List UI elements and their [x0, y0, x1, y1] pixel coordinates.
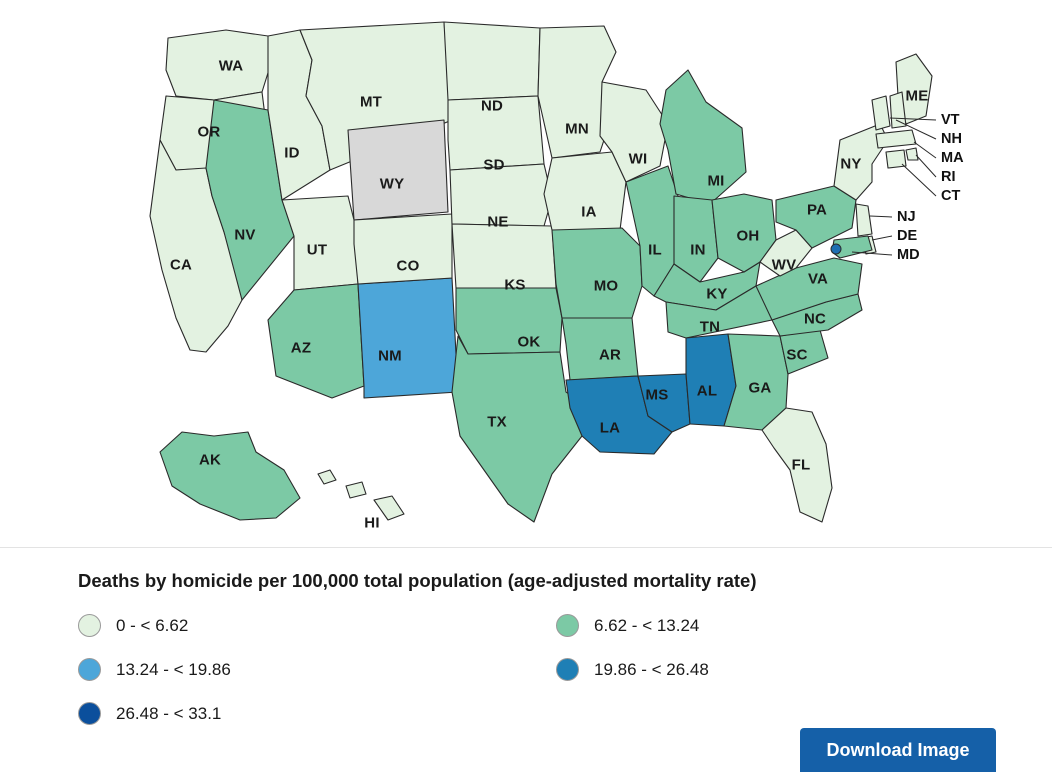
- state-label-ks: KS: [504, 276, 526, 294]
- state-label-ny: NY: [840, 155, 862, 173]
- state-label-wa: WA: [218, 57, 244, 75]
- state-label-sc: SC: [786, 346, 808, 364]
- legend-swatch-icon: [78, 614, 101, 637]
- state-label-id: ID: [284, 144, 300, 162]
- state-shape-vt[interactable]: [872, 96, 890, 130]
- state-label-or: OR: [197, 123, 221, 141]
- legend-label: 13.24 - < 19.86: [116, 659, 231, 679]
- download-image-button[interactable]: Download Image: [800, 728, 996, 772]
- state-label-wy: WY: [379, 175, 405, 193]
- state-shape-hi[interactable]: [318, 470, 404, 520]
- state-label-nv: NV: [234, 226, 256, 244]
- state-label-in: IN: [690, 241, 706, 259]
- state-label-mo: MO: [593, 277, 619, 295]
- state-label-la: LA: [599, 419, 621, 437]
- state-label-mt: MT: [359, 93, 383, 111]
- state-label-nc: NC: [803, 310, 827, 328]
- state-shape-ri[interactable]: [906, 148, 918, 160]
- state-label-nd: ND: [480, 97, 504, 115]
- legend-swatch-icon: [556, 614, 579, 637]
- state-label-hi: HI: [364, 514, 380, 532]
- state-label-wi: WI: [628, 150, 648, 168]
- callout-leader-line: [916, 155, 936, 177]
- state-label-ca: CA: [169, 256, 193, 274]
- state-shape-nd[interactable]: [444, 22, 540, 100]
- state-label-de: DE: [897, 228, 918, 244]
- state-label-oh: OH: [736, 227, 760, 245]
- legend-label: 0 - < 6.62: [116, 615, 189, 635]
- legend-item-list: [78, 614, 974, 725]
- callout-leader-line: [872, 236, 892, 240]
- state-label-ne: NE: [487, 213, 509, 231]
- state-label-sd: SD: [483, 156, 505, 174]
- state-shape-nm[interactable]: [358, 278, 458, 398]
- state-label-al: AL: [696, 382, 718, 400]
- state-label-ut: UT: [306, 241, 328, 259]
- state-label-mn: MN: [565, 120, 589, 138]
- state-label-ok: OK: [517, 333, 541, 351]
- dc-marker[interactable]: [831, 244, 842, 255]
- state-label-nh: NH: [941, 131, 962, 147]
- state-label-tn: TN: [699, 318, 721, 336]
- state-shape-wa[interactable]: [166, 30, 272, 100]
- legend-label: 26.48 - < 33.1: [116, 703, 222, 723]
- state-label-me: ME: [905, 87, 929, 105]
- state-label-mi: MI: [707, 172, 725, 190]
- legend-swatch-icon: [556, 658, 579, 681]
- state-label-il: IL: [648, 241, 662, 259]
- state-label-vt: VT: [941, 112, 960, 128]
- state-label-ma: MA: [941, 150, 964, 166]
- state-label-ar: AR: [598, 346, 622, 364]
- state-shape-co[interactable]: [354, 214, 452, 284]
- legend-swatch-icon: [78, 702, 101, 725]
- state-label-fl: FL: [791, 456, 811, 474]
- state-label-ia: IA: [581, 203, 597, 221]
- state-shape-wy[interactable]: [348, 120, 448, 220]
- state-label-ms: MS: [645, 386, 669, 404]
- state-shape-sd[interactable]: [448, 96, 544, 170]
- legend-swatch-icon: [78, 658, 101, 681]
- state-label-ak: AK: [198, 451, 222, 469]
- state-label-md: MD: [897, 247, 920, 263]
- state-label-wv: WV: [771, 256, 797, 274]
- state-label-ky: KY: [706, 285, 728, 303]
- state-label-nm: NM: [378, 347, 402, 365]
- legend-item[interactable]: [78, 702, 556, 725]
- legend-title: Deaths by homicide per 100,000 total population (age-adjusted mortality rate): [78, 570, 757, 591]
- legend-label: 19.86 - < 26.48: [594, 659, 709, 679]
- state-label-tx: TX: [487, 413, 507, 431]
- state-label-pa: PA: [806, 201, 828, 219]
- legend-label: 6.62 - < 13.24: [594, 615, 700, 635]
- callout-leader-line: [902, 164, 936, 196]
- state-shape-ar[interactable]: [562, 318, 638, 380]
- legend-item[interactable]: [556, 658, 1034, 681]
- state-shape-mo[interactable]: [552, 228, 642, 318]
- state-shape-ks[interactable]: [452, 224, 556, 288]
- legend-item[interactable]: [78, 614, 556, 637]
- state-shape-ia[interactable]: [544, 152, 626, 230]
- state-shape-ut[interactable]: [282, 196, 358, 290]
- state-shape-fl[interactable]: [762, 408, 832, 522]
- state-shape-ak[interactable]: [160, 432, 300, 520]
- state-label-ri: RI: [941, 169, 956, 185]
- legend-item[interactable]: [556, 614, 1034, 637]
- state-label-nj: NJ: [897, 209, 916, 225]
- state-shape-az[interactable]: [268, 284, 364, 398]
- callout-leader-line: [870, 216, 892, 217]
- state-label-ga: GA: [748, 379, 772, 397]
- state-label-ct: CT: [941, 188, 961, 204]
- state-label-az: AZ: [290, 339, 312, 357]
- state-label-va: VA: [807, 270, 829, 288]
- state-shape-sc[interactable]: [780, 330, 828, 374]
- state-shape-ok[interactable]: [456, 288, 562, 354]
- legend-item[interactable]: [78, 658, 556, 681]
- map-legend: [0, 548, 1052, 725]
- state-shape-nj[interactable]: [856, 204, 872, 236]
- state-label-co: CO: [396, 257, 420, 275]
- state-shape-ne[interactable]: [450, 164, 552, 226]
